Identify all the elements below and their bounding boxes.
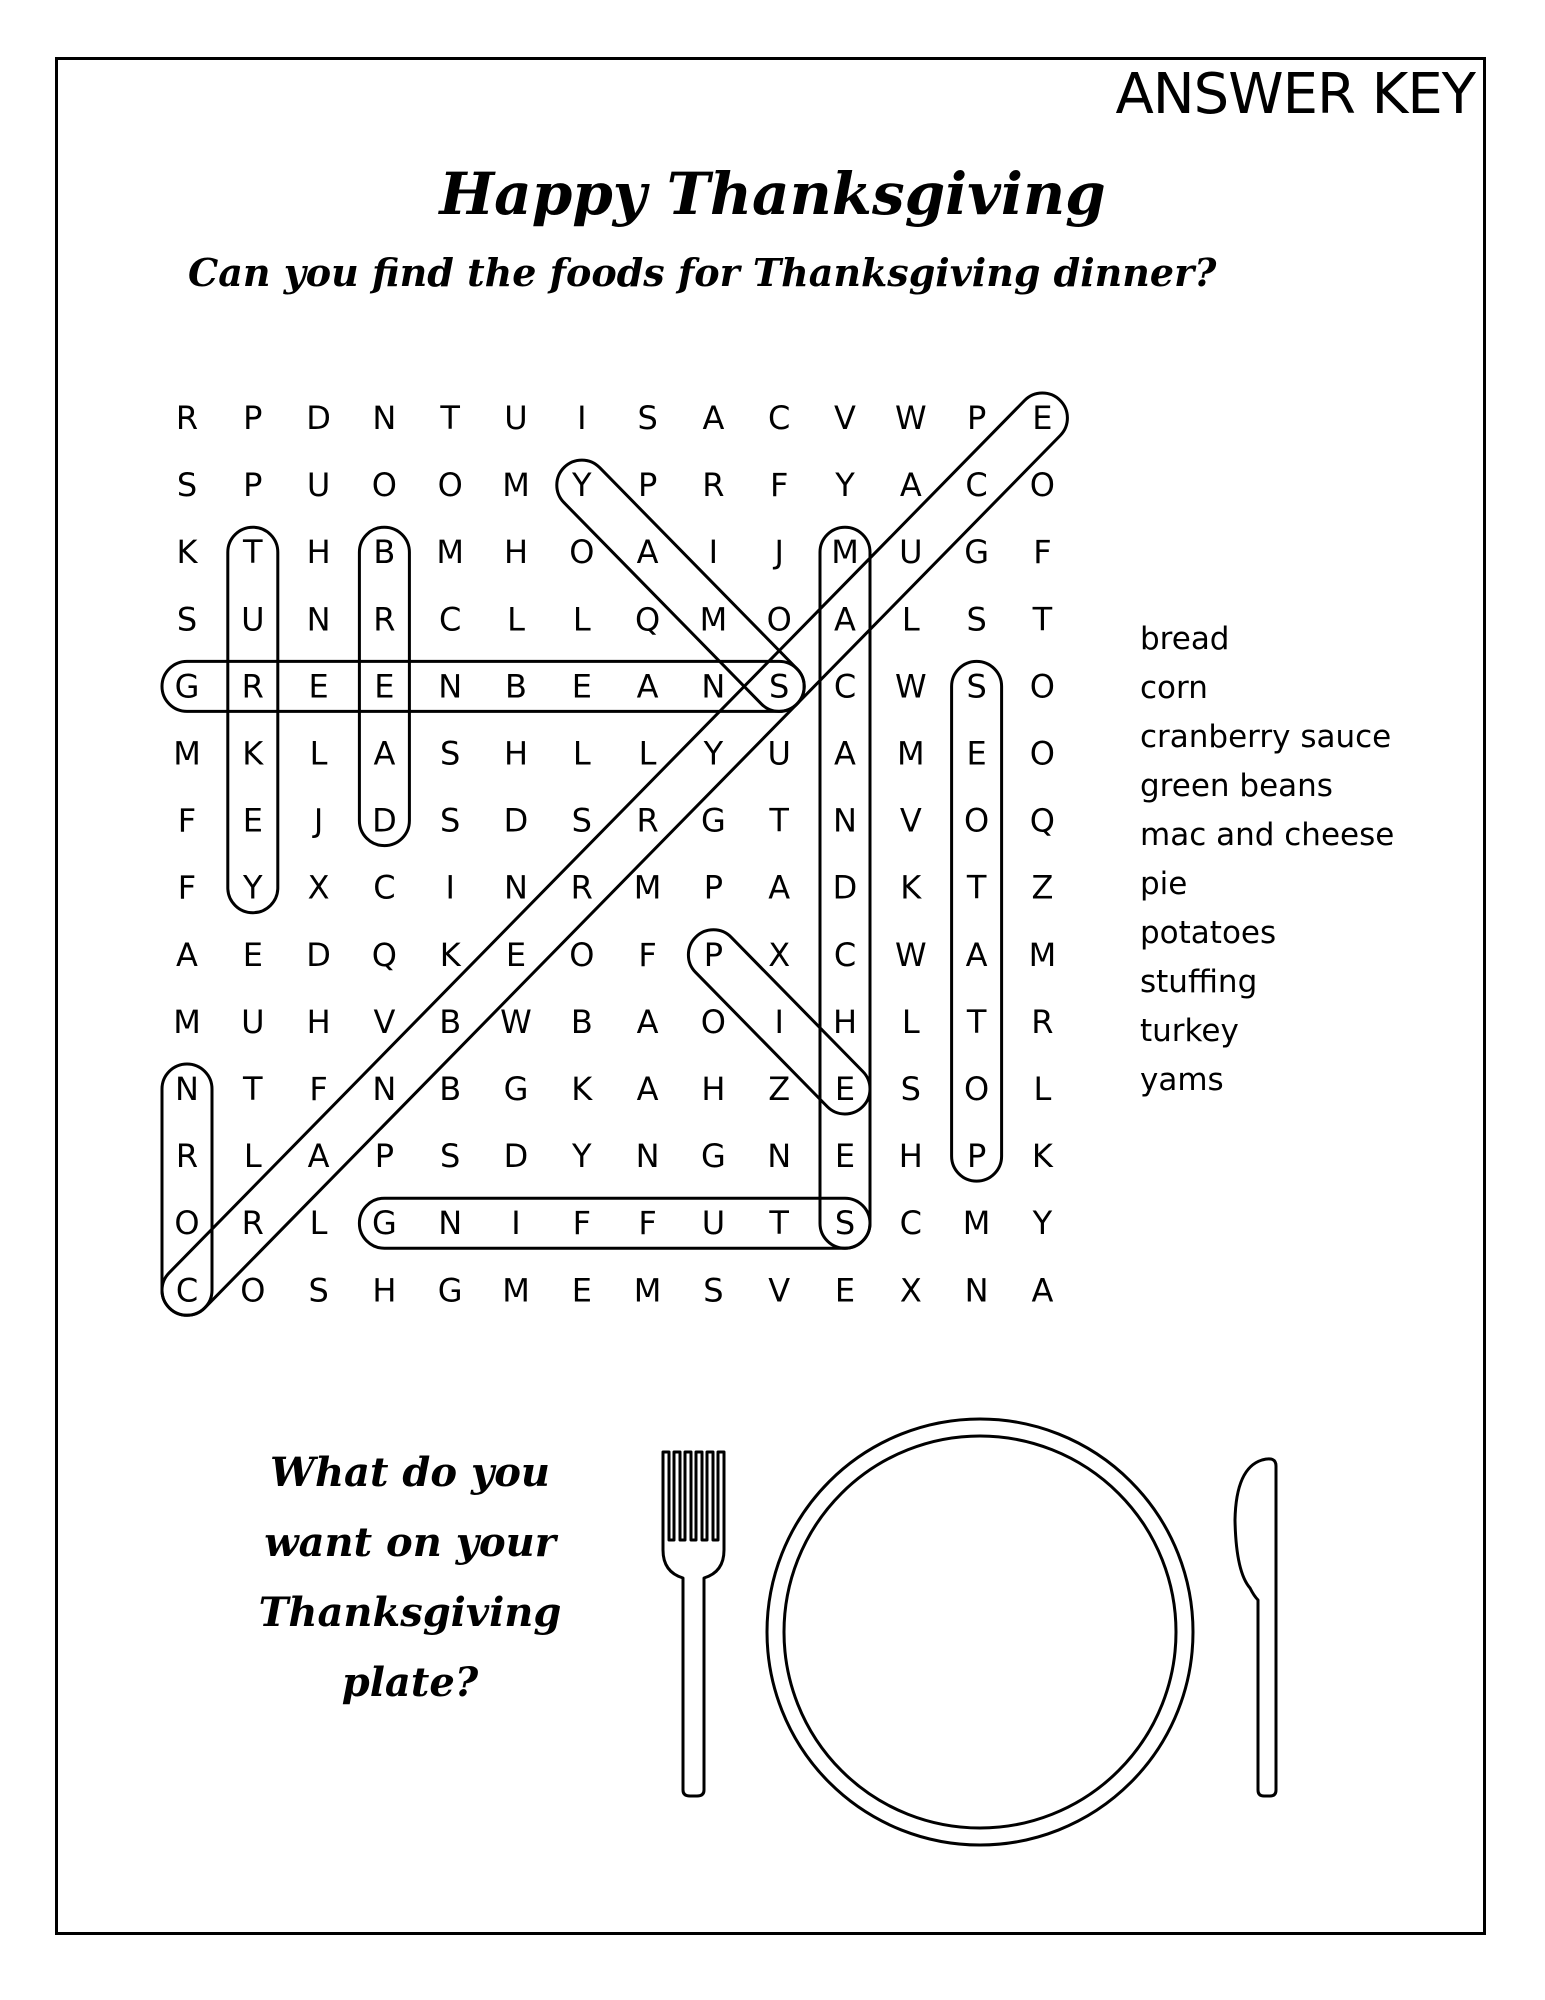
grid-letter: N (504, 868, 528, 907)
grid-letter: L (507, 600, 525, 639)
grid-letter: O (371, 466, 397, 505)
grid-letter: L (572, 600, 591, 639)
grid-letter: E (571, 1271, 592, 1310)
grid-letter: N (372, 399, 397, 437)
grid-letter: E (571, 667, 592, 706)
grid-letter: L (309, 1204, 328, 1243)
grid-letter: A (834, 734, 856, 773)
grid-letter: F (572, 1204, 592, 1243)
grid-letter: S (440, 1137, 461, 1176)
grid-letter: S (176, 600, 198, 639)
grid-letter: S (637, 399, 658, 437)
grid-letter: L (901, 1002, 920, 1041)
grid-letter: R (702, 466, 725, 505)
grid-letter: O (700, 1002, 726, 1041)
grid-letter: G (372, 1204, 397, 1243)
grid-letter: K (176, 533, 198, 572)
grid-letter: U (899, 533, 923, 572)
grid-letter: T (243, 1070, 263, 1108)
grid-letter: F (769, 466, 789, 505)
grid-letter: E (505, 935, 527, 974)
grid-letter: A (1031, 1271, 1054, 1310)
grid-letter: U (306, 466, 331, 505)
grid-letter: G (437, 1271, 463, 1310)
grid-letter: A (636, 1070, 659, 1108)
grid-letter: C (833, 667, 857, 706)
grid-letter: W (894, 935, 927, 974)
grid-letter: B (439, 1002, 462, 1041)
grid-letter: T (966, 868, 987, 907)
grid-letter: D (306, 935, 331, 974)
grid-letter: P (966, 399, 987, 437)
grid-letter: M (1028, 935, 1057, 974)
grid-letter: O (964, 801, 990, 840)
grid-letter: P (243, 399, 263, 437)
grid-letter: R (175, 399, 199, 437)
grid-letter: C (439, 600, 462, 639)
plate-question (230, 1438, 590, 1718)
grid-letter: O (1029, 667, 1055, 706)
grid-letter: E (308, 667, 329, 706)
grid-letter: Q (635, 600, 661, 639)
word-list-item: pie (1140, 866, 1188, 902)
question-line: Thanksgiving (258, 1589, 562, 1636)
grid-letter: R (636, 801, 659, 840)
grid-letter: P (703, 868, 724, 907)
word-list-item: corn (1140, 670, 1208, 706)
grid-letter: B (439, 1070, 462, 1108)
grid-letter: H (306, 533, 331, 572)
grid-letter: E (834, 1271, 856, 1310)
grid-letter: B (373, 533, 396, 572)
grid-letter: M (173, 1002, 201, 1041)
grid-letter: C (899, 1204, 922, 1243)
grid-letter: I (445, 868, 455, 907)
grid-letter: I (577, 399, 587, 437)
grid-letter: M (962, 1204, 991, 1243)
grid-letter: R (1031, 1002, 1054, 1041)
grid-letter: L (243, 1137, 262, 1176)
grid-letter: G (964, 533, 989, 572)
grid-letter: G (503, 1070, 529, 1108)
word-list-item: yams (1140, 1062, 1224, 1098)
grid-letter: S (834, 1204, 856, 1243)
question-line: plate? (341, 1659, 479, 1706)
grid-letter: W (894, 399, 927, 437)
grid-letter: A (307, 1137, 330, 1176)
grid-letter: R (570, 868, 593, 907)
grid-letter: T (769, 1204, 789, 1243)
grid-letter: E (834, 1137, 856, 1176)
grid-letter: F (638, 1204, 657, 1243)
grid-letter: Y (1032, 1204, 1053, 1243)
grid-letter: S (769, 667, 790, 706)
grid-letter: E (242, 801, 263, 840)
grid-letter: G (701, 801, 726, 840)
grid-letter: K (1031, 1137, 1053, 1176)
grid-letter: C (373, 868, 396, 907)
grid-letter: T (769, 801, 789, 840)
grid-letter: F (309, 1070, 328, 1108)
grid-letter: N (767, 1137, 792, 1176)
grid-letter: H (306, 1002, 331, 1041)
grid-letter: L (1033, 1070, 1052, 1108)
grid-letter: Y (835, 466, 855, 505)
grid-letter: P (374, 1137, 395, 1176)
grid-letter: C (175, 1271, 199, 1310)
grid-letter: T (1032, 600, 1053, 639)
grid-letter: D (306, 399, 331, 437)
grid-letter: U (504, 399, 528, 437)
grid-letter: V (834, 399, 856, 437)
grid-letter: U (767, 734, 791, 773)
grid-letter: H (898, 1137, 923, 1176)
grid-letter: A (965, 935, 988, 974)
grid-letter: E (242, 935, 263, 974)
grid-letter: O (569, 533, 595, 572)
grid-letter: B (570, 1002, 593, 1041)
grid-letter: F (177, 868, 197, 907)
grid-letter: N (175, 1070, 199, 1108)
grid-letter: H (701, 1070, 726, 1108)
grid-letter: O (766, 600, 792, 639)
grid-letter: W (500, 1002, 532, 1041)
grid-letter: G (701, 1137, 726, 1176)
grid-letter: Z (768, 1070, 791, 1108)
grid-letter: G (174, 667, 200, 706)
grid-letter: W (894, 667, 927, 706)
grid-letter: V (373, 1002, 396, 1041)
grid-letter: H (832, 1002, 858, 1041)
grid-letter: S (440, 801, 461, 840)
grid-letter: M (502, 1271, 530, 1310)
grid-letter: S (900, 1070, 921, 1108)
grid-letter: K (900, 868, 922, 907)
grid-letter: N (964, 1271, 989, 1310)
grid-letter: X (768, 935, 791, 974)
page-title: Happy Thanksgiving (439, 160, 1106, 228)
grid-letter: K (571, 1070, 593, 1108)
grid-letter: S (571, 801, 592, 840)
grid-letter: N (833, 801, 857, 840)
grid-letter: M (173, 734, 201, 773)
grid-letter: X (307, 868, 330, 907)
grid-letter: N (438, 667, 463, 706)
grid-letter: E (834, 1070, 856, 1108)
grid-letter: F (638, 935, 657, 974)
grid-letter: L (309, 734, 328, 773)
grid-letter: E (1032, 399, 1053, 437)
grid-letter: U (241, 600, 265, 639)
grid-letter: D (503, 801, 529, 840)
grid-letter: H (372, 1271, 397, 1310)
grid-letter: V (768, 1271, 791, 1310)
grid-letter: I (511, 1204, 521, 1243)
grid-letter: P (637, 466, 658, 505)
grid-letter: Z (1031, 868, 1054, 907)
grid-letter: Y (703, 734, 724, 773)
grid-letter: I (774, 1002, 784, 1041)
grid-letter: A (373, 734, 396, 773)
grid-letter: N (701, 667, 726, 706)
grid-letter: S (966, 600, 987, 639)
grid-letter: O (240, 1271, 266, 1310)
word-list-item: turkey (1140, 1013, 1239, 1049)
grid-letter: R (373, 600, 396, 639)
grid-letter: K (242, 734, 264, 773)
grid-letter: Y (572, 1137, 592, 1176)
grid-letter: J (774, 533, 784, 572)
grid-letter: Y (243, 868, 263, 907)
word-list-item: potatoes (1140, 915, 1277, 951)
grid-letter: N (372, 1070, 397, 1108)
grid-letter: E (966, 734, 987, 773)
word-list-item: stuffing (1140, 964, 1258, 1000)
page-subtitle: Can you find the foods for Thanksgiving dinner? (188, 250, 1217, 295)
grid-letter: T (440, 399, 460, 437)
grid-letter: U (701, 1204, 726, 1243)
grid-letter: O (569, 935, 595, 974)
grid-letter: V (899, 801, 922, 840)
grid-letter: S (176, 466, 198, 505)
grid-letter: D (372, 801, 397, 840)
grid-letter: Q (1029, 801, 1055, 840)
grid-letter: S (966, 667, 987, 706)
word-list (1140, 615, 1394, 1105)
grid-letter: F (1033, 533, 1052, 572)
question-line: What do you (270, 1449, 550, 1496)
grid-letter: J (313, 801, 324, 840)
grid-letter: M (502, 466, 530, 505)
grid-letter: P (703, 935, 724, 974)
grid-letter: A (636, 1002, 659, 1041)
word-list-item: green beans (1140, 768, 1333, 804)
answer-key-label: ANSWER KEY (1115, 62, 1475, 127)
grid-letter: R (241, 667, 264, 706)
grid-letter: H (503, 533, 529, 572)
grid-letter: A (176, 935, 198, 974)
grid-letter: U (241, 1002, 265, 1041)
grid-letter: D (503, 1137, 529, 1176)
grid-letter: K (439, 935, 461, 974)
grid-letter: H (503, 734, 529, 773)
grid-letter: P (966, 1137, 987, 1176)
grid-letter: L (572, 734, 591, 773)
grid-letter: N (438, 1204, 463, 1243)
grid-letter: C (833, 935, 857, 974)
grid-letter: B (505, 667, 527, 706)
grid-letter: O (437, 466, 463, 505)
grid-letter: S (703, 1271, 724, 1310)
grid-letter: M (896, 734, 925, 773)
grid-letter: R (175, 1137, 199, 1176)
word-list-item: bread (1140, 621, 1230, 657)
grid-letter: C (965, 466, 988, 505)
grid-letter: A (702, 399, 725, 437)
word-list-item: cranberry sauce (1140, 719, 1392, 755)
grid-letter: S (308, 1271, 329, 1310)
grid-letter: A (768, 868, 791, 907)
grid-letter: N (306, 600, 331, 639)
grid-letter: X (899, 1271, 922, 1310)
grid-letter: M (633, 1271, 662, 1310)
grid-letter: L (638, 734, 657, 773)
grid-letter: C (768, 399, 791, 437)
grid-letter: O (1029, 466, 1055, 505)
grid-letter: O (174, 1204, 200, 1243)
grid-letter: A (636, 533, 659, 572)
grid-letter: P (243, 466, 263, 505)
grid-letter: I (708, 533, 719, 572)
grid-letter: M (633, 868, 662, 907)
word-list-item: mac and cheese (1140, 817, 1395, 853)
grid-letter: M (436, 533, 465, 572)
grid-letter: L (901, 600, 920, 639)
grid-letter: A (899, 466, 922, 505)
grid-letter: R (241, 1204, 264, 1243)
grid-letter: A (636, 667, 659, 706)
grid-letter: F (177, 801, 197, 840)
grid-letter: M (699, 600, 728, 639)
grid-letter: O (1029, 734, 1055, 773)
grid-letter: S (440, 734, 461, 773)
question-line: want on your (264, 1519, 556, 1566)
grid-letter: Y (572, 466, 592, 505)
grid-letter: A (834, 600, 856, 639)
grid-letter: T (243, 533, 263, 572)
grid-letter: N (635, 1137, 660, 1176)
grid-letter: E (374, 667, 395, 706)
grid-letter: O (964, 1070, 990, 1108)
grid-letter: M (831, 533, 859, 572)
grid-letter: Q (371, 935, 397, 974)
grid-letter: D (832, 868, 858, 907)
grid-letter: T (966, 1002, 987, 1041)
